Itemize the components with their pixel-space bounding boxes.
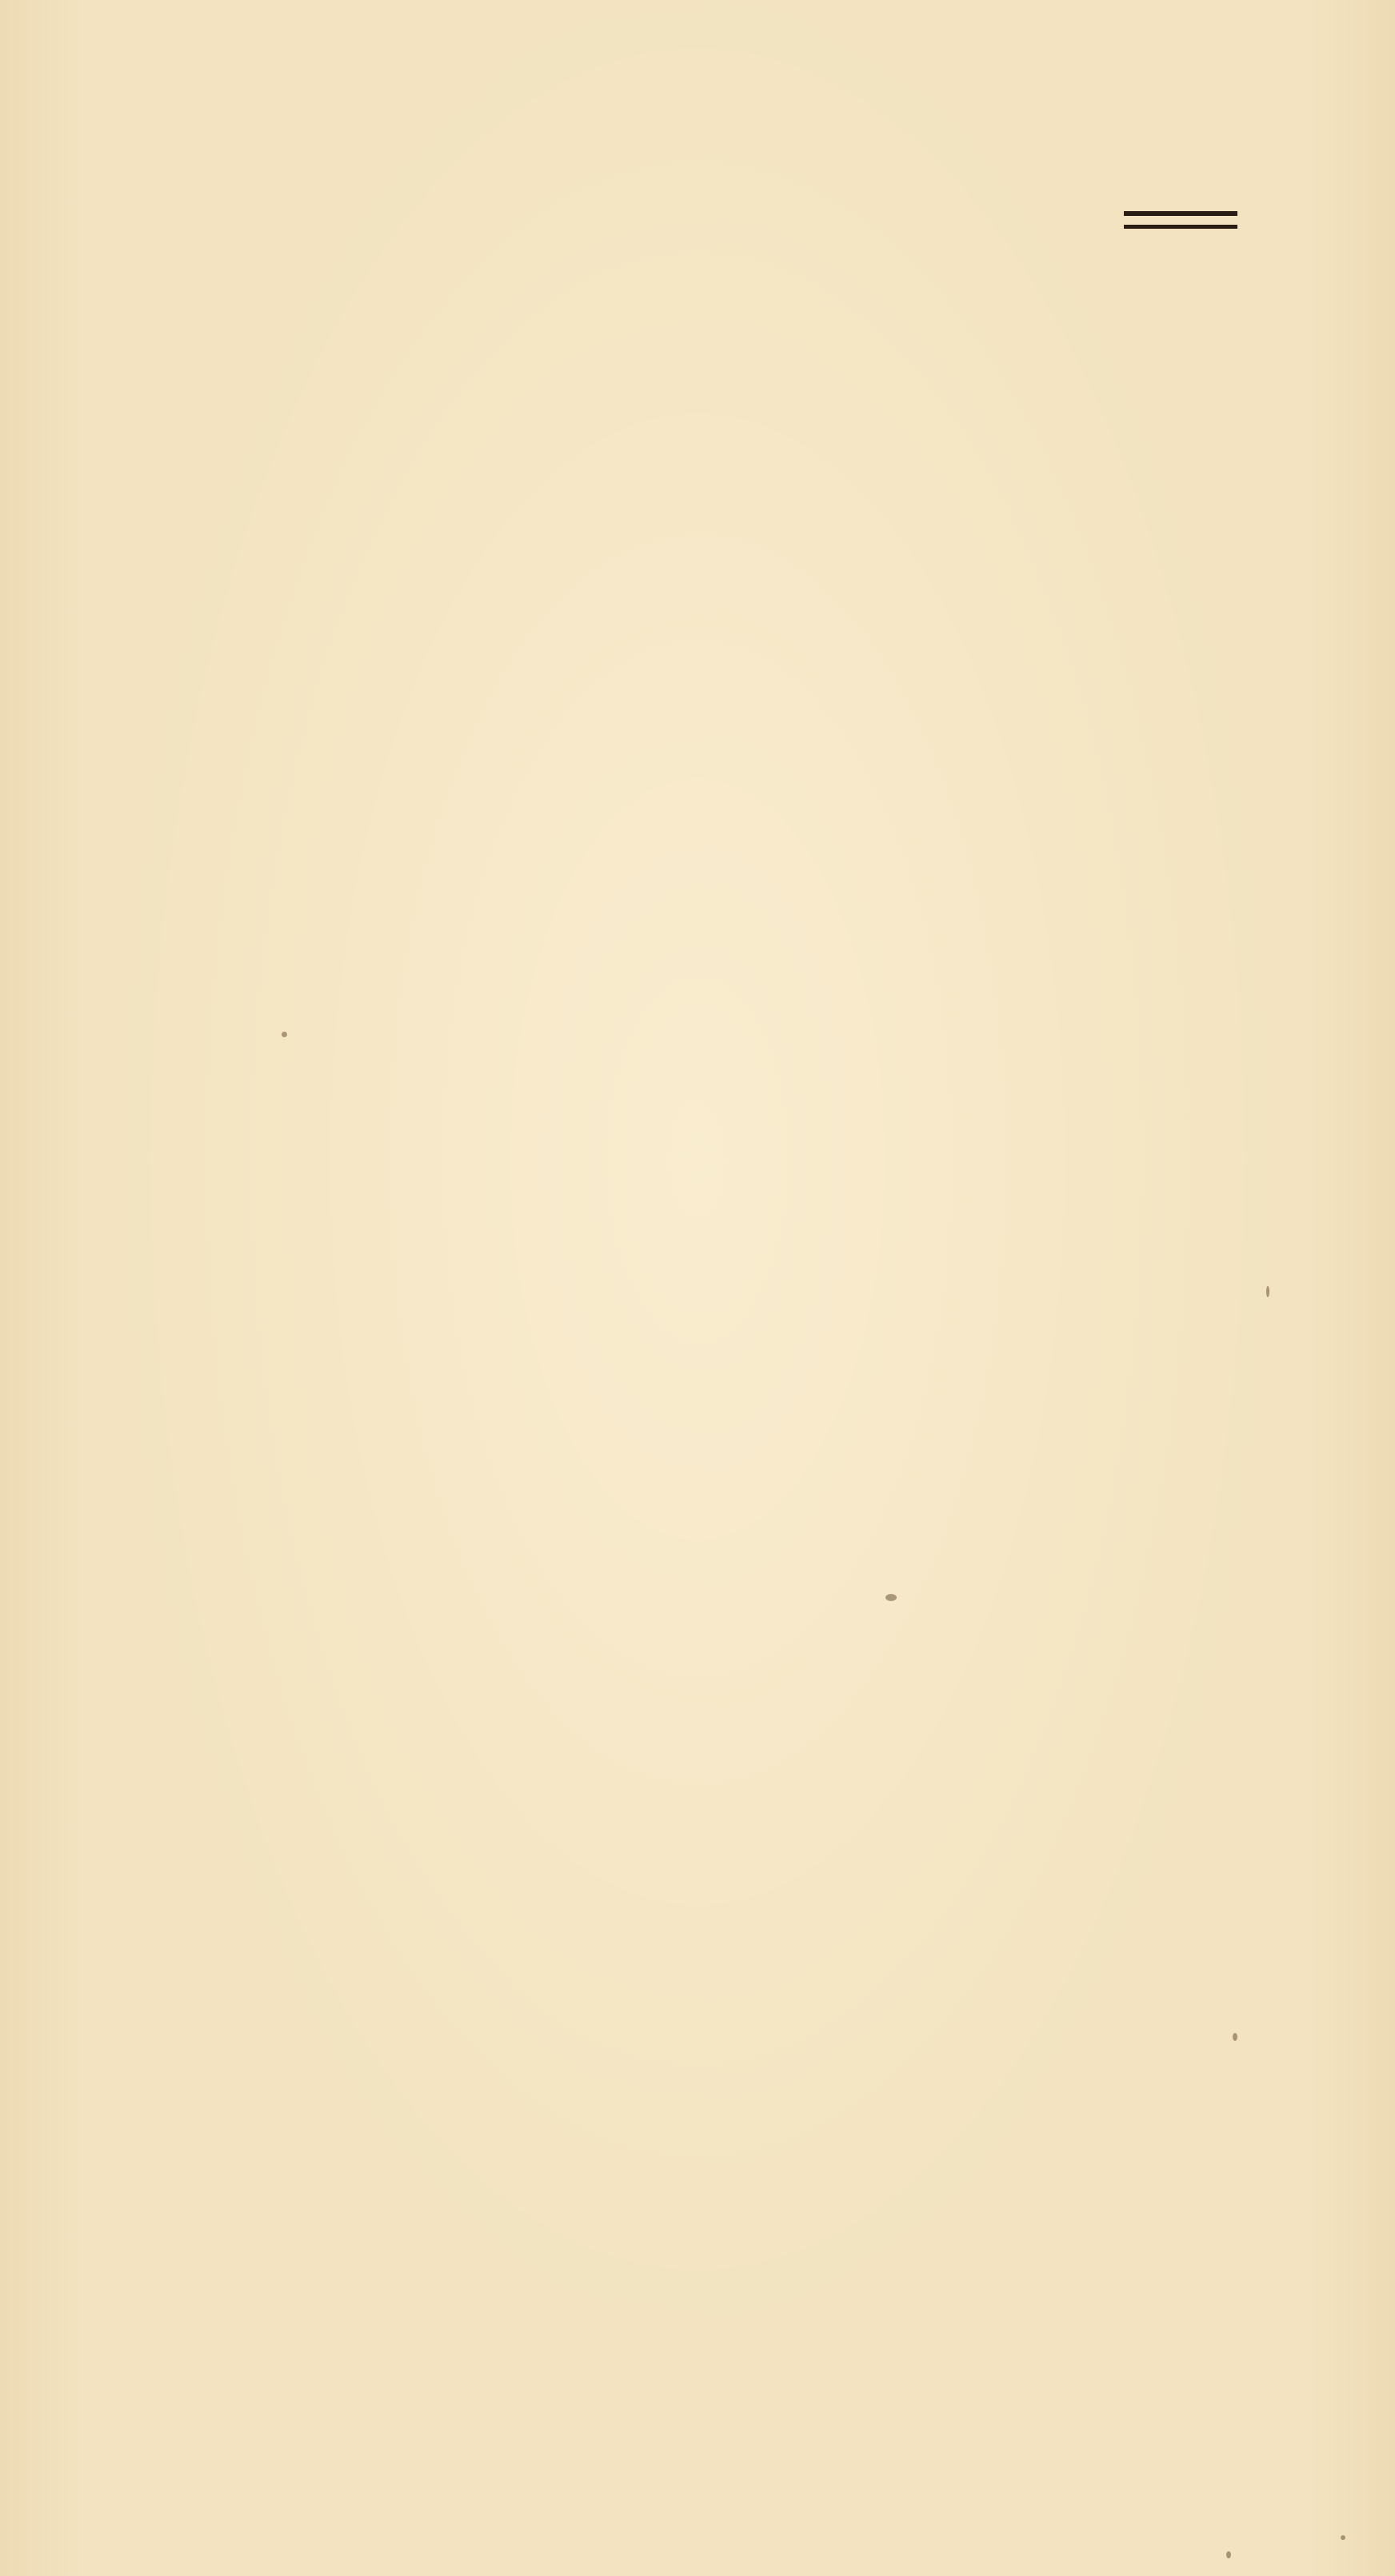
foxing-speck <box>1266 1286 1269 1297</box>
header-rule-bottom <box>1124 225 1237 229</box>
foxing-speck <box>282 1032 287 1037</box>
foxing-speck <box>1226 2551 1231 2558</box>
foxing-speck <box>1233 2033 1237 2041</box>
header-rule-top <box>1124 211 1237 216</box>
foxing-speck <box>885 1594 897 1601</box>
foxing-speck <box>1341 2535 1345 2540</box>
